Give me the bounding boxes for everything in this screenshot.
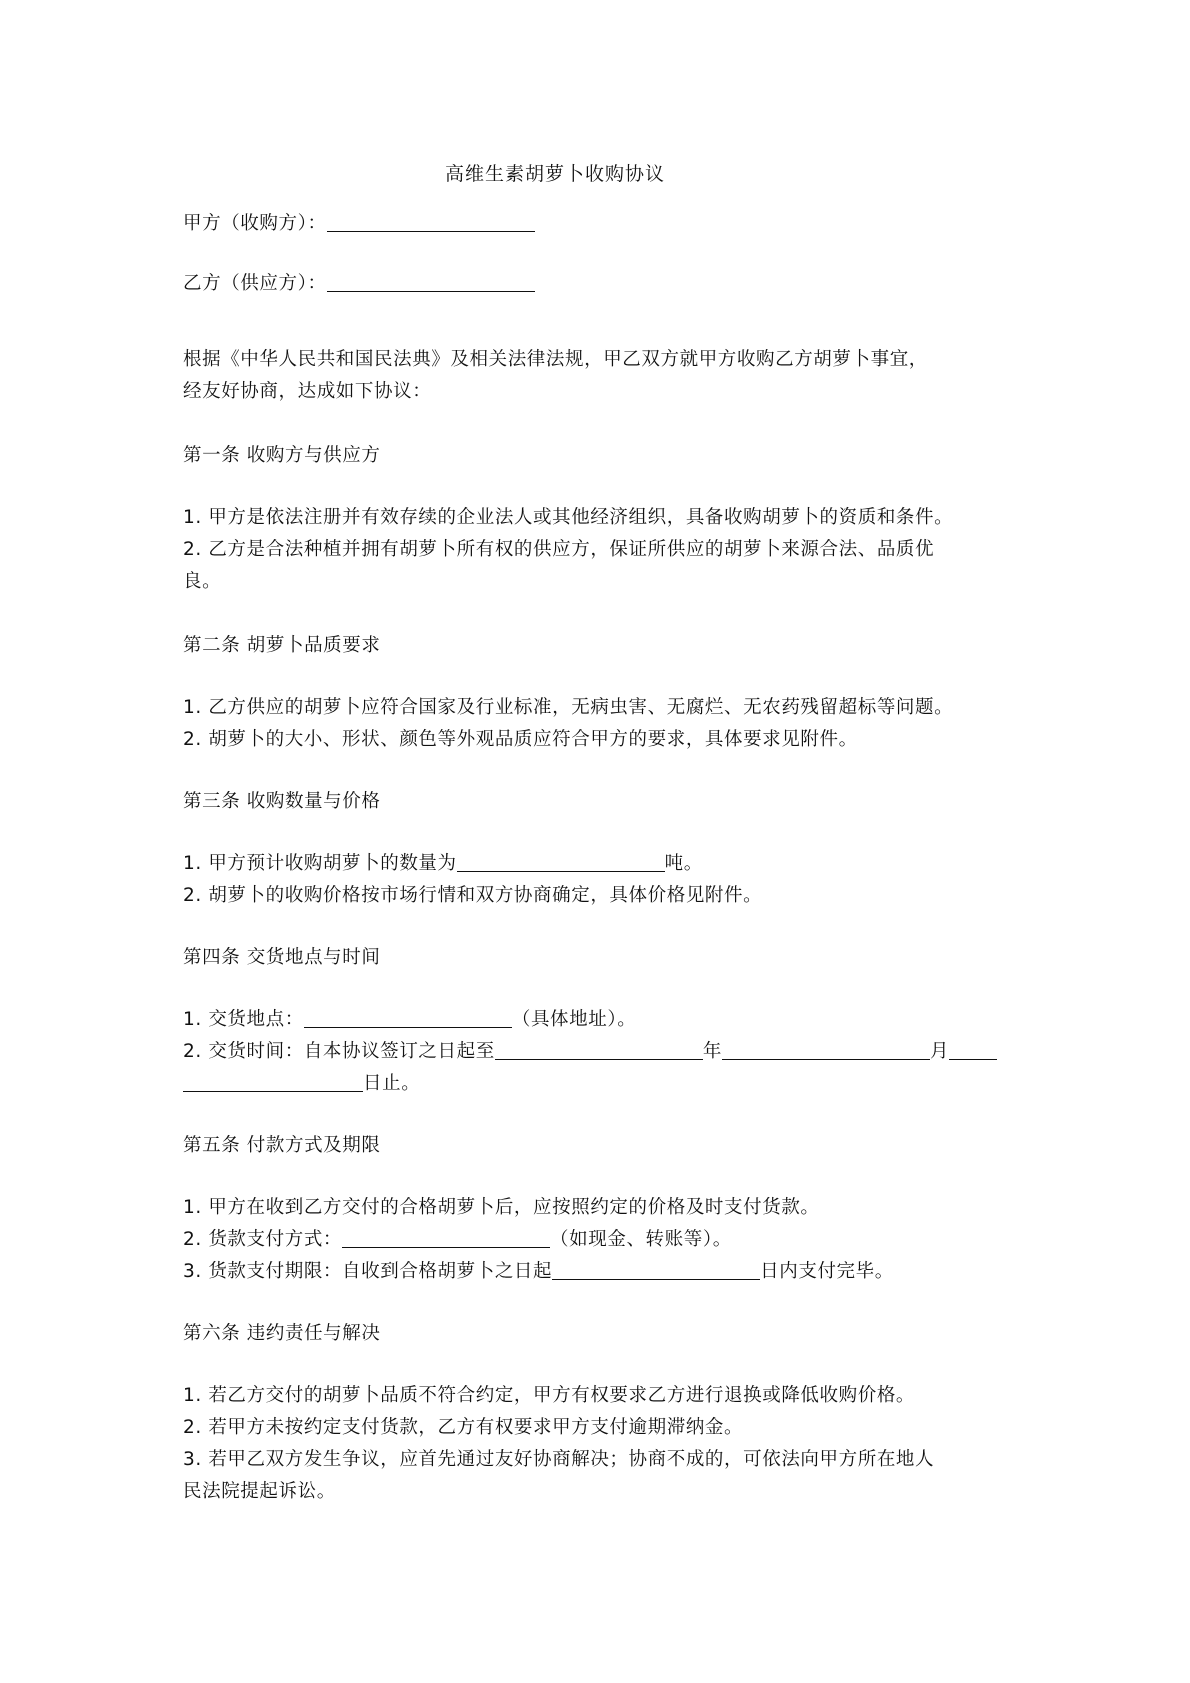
section-2-heading: 第二条 胡萝卜品质要求 (183, 635, 381, 656)
section-6-heading: 第六条 违约责任与解决 (183, 1323, 381, 1344)
payment-days-blank (552, 1259, 760, 1280)
clause (183, 1004, 1023, 1036)
preamble-line: 经友好协商，达成如下协议： (183, 381, 432, 402)
section-1-body (183, 502, 1023, 598)
clause-text: 日内支付完毕。 (760, 1261, 894, 1282)
clause: 2. 胡萝卜的大小、形状、颜色等外观品质应符合甲方的要求，具体要求见附件。 (183, 729, 858, 750)
section-4-body (183, 1004, 1023, 1100)
clause: 1. 若乙方交付的胡萝卜品质不符合约定，甲方有权要求乙方进行退换或降低收购价格。 (183, 1385, 916, 1406)
party-b-line (183, 268, 1023, 300)
clause-continuation: 良。 (183, 571, 222, 592)
clause-text: 3. 货款支付期限：自收到合格胡萝卜之日起 (183, 1261, 553, 1282)
section-3-heading: 第三条 收购数量与价格 (183, 791, 381, 812)
section-4-heading: 第四条 交货地点与时间 (183, 947, 381, 968)
party-a-blank (327, 211, 535, 232)
quantity-blank (457, 851, 665, 872)
clause-text: 2. 货款支付方式： (183, 1229, 343, 1250)
clause-text: 月 (929, 1041, 950, 1062)
document-title: 高维生素胡萝卜收购协议 (444, 163, 665, 185)
section-5-body (183, 1192, 1023, 1288)
clause-text: 日止。 (363, 1073, 421, 1094)
clause (183, 1224, 1023, 1256)
preamble (183, 344, 1023, 408)
clause-text: 1. 交货地点： (183, 1009, 304, 1030)
section-3-body (183, 848, 1023, 912)
clause: 1. 甲方在收到乙方交付的合格胡萝卜后，应按照约定的价格及时支付货款。 (183, 1197, 820, 1218)
clause-text: （如现金、转账等）。 (550, 1229, 732, 1250)
clause (183, 848, 1023, 880)
section-5-heading: 第五条 付款方式及期限 (183, 1135, 381, 1156)
party-a-label: 甲方（收购方）： (183, 213, 327, 234)
address-blank (304, 1007, 512, 1028)
clause: 2. 乙方是合法种植并拥有胡萝卜所有权的供应方，保证所供应的胡萝卜来源合法、品质优 (183, 539, 935, 560)
party-b-blank (327, 271, 535, 292)
clause: 3. 若甲乙双方发生争议，应首先通过友好协商解决；协商不成的，可依法向甲方所在地人 (183, 1449, 935, 1470)
clause-text: 吨。 (664, 853, 703, 874)
month-blank (722, 1039, 930, 1060)
clause: 1. 甲方是依法注册并有效存续的企业法人或其他经济组织，具备收购胡萝卜的资质和条件。 (183, 507, 954, 528)
year-blank (495, 1039, 703, 1060)
clause-continuation (183, 1068, 1023, 1100)
clause (183, 1256, 1023, 1288)
clause-text: 年 (702, 1041, 722, 1062)
clause-continuation: 民法院提起诉讼。 (183, 1481, 336, 1502)
clause-text: 1. 甲方预计收购胡萝卜的数量为 (183, 853, 457, 874)
clause: 1. 乙方供应的胡萝卜应符合国家及行业标准，无病虫害、无腐烂、无农药残留超标等问题。 (183, 697, 954, 718)
clause (183, 1036, 1023, 1068)
section-1-heading: 第一条 收购方与供应方 (183, 445, 381, 466)
day-blank-end (183, 1071, 363, 1092)
section-6-body (183, 1380, 1023, 1508)
clause-text: 2. 交货时间：自本协议签订之日起至 (183, 1041, 495, 1062)
section-2-body (183, 692, 1023, 756)
party-b-label: 乙方（供应方）： (183, 273, 327, 294)
clause-text: （具体地址）。 (511, 1009, 637, 1030)
day-blank-start (949, 1039, 997, 1060)
party-a-line (183, 208, 1023, 240)
payment-method-blank (342, 1227, 550, 1248)
clause: 2. 胡萝卜的收购价格按市场行情和双方协商确定，具体价格见附件。 (183, 885, 763, 906)
clause: 2. 若甲方未按约定支付货款，乙方有权要求甲方支付逾期滞纳金。 (183, 1417, 744, 1438)
preamble-line: 根据《中华人民共和国民法典》及相关法律法规，甲乙双方就甲方收购乙方胡萝卜事宜， (183, 349, 928, 370)
